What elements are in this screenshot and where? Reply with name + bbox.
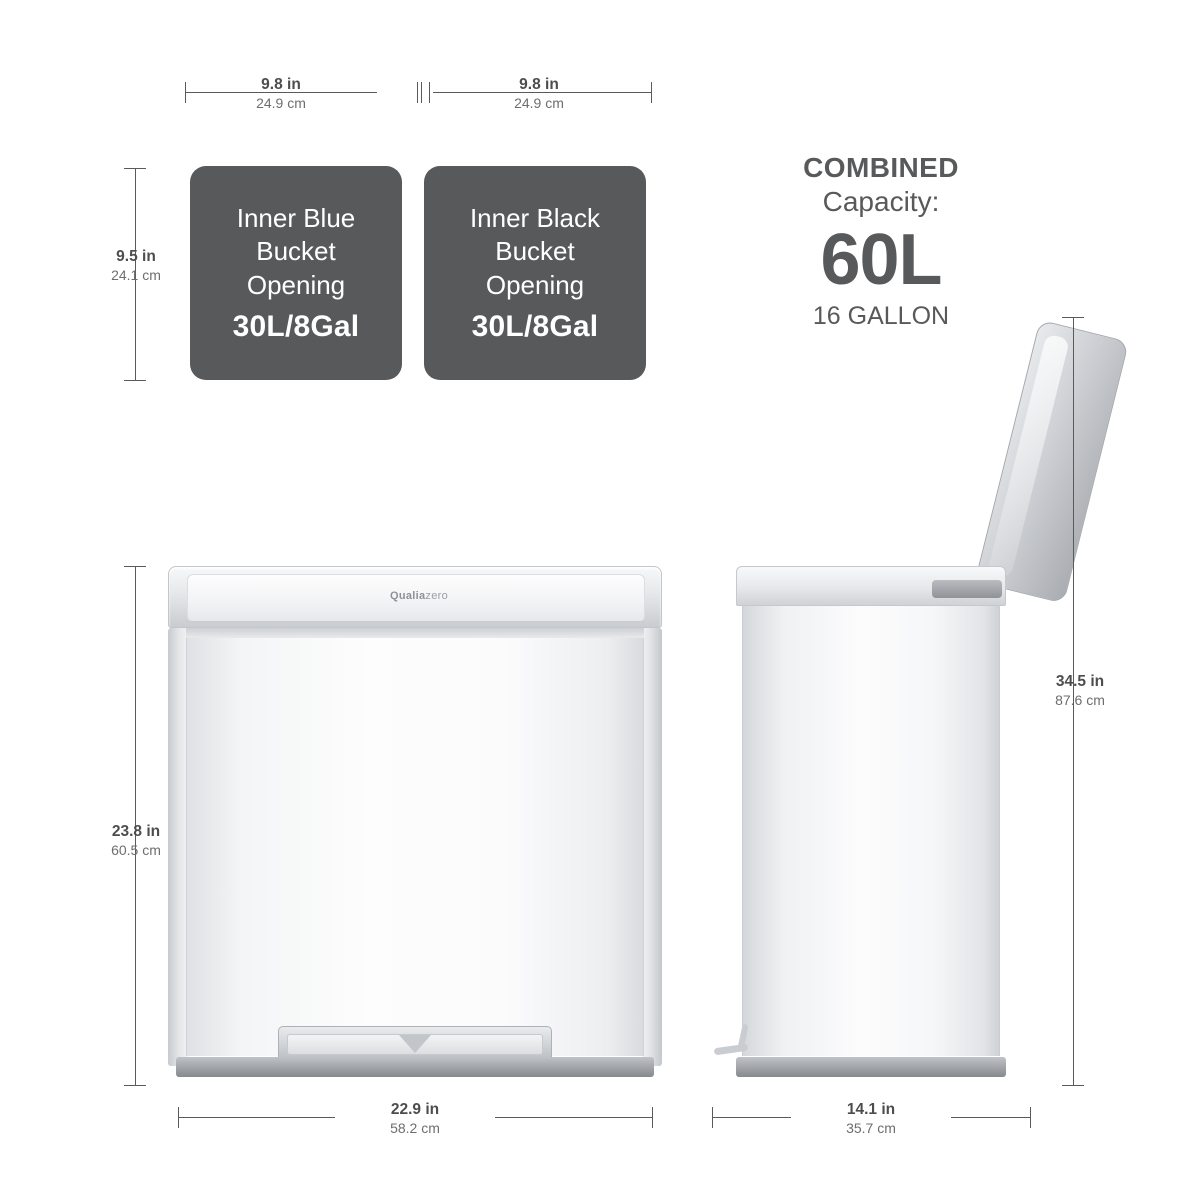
opening-height-label: 9.5 in 24.1 cm xyxy=(111,248,161,283)
opening-height-tick-top xyxy=(124,168,146,169)
combined-value: 60L xyxy=(820,220,942,300)
card-1-title-line3: Opening xyxy=(485,269,585,300)
front-height-label: 23.8 in 60.5 cm xyxy=(111,823,161,858)
front-width-tick-right xyxy=(652,1107,653,1128)
front-foot-pedal-notch xyxy=(399,1035,431,1053)
side-body-panel xyxy=(742,606,1000,1056)
side-width-label: 14.1 in 35.7 cm xyxy=(791,1101,951,1137)
card-1-value: 30L/8Gal xyxy=(471,309,599,343)
side-base xyxy=(736,1057,1006,1077)
side-height-label: 34.5 in 87.6 cm xyxy=(1055,673,1105,708)
top-center-tick-a xyxy=(421,82,422,103)
combined-capacity-block xyxy=(716,152,1046,331)
inner-blue-bucket-card xyxy=(190,166,402,380)
trash-can-front-view xyxy=(168,566,662,1086)
top-left-width-tick-end xyxy=(417,82,418,103)
side-foot-pedal xyxy=(714,1024,762,1058)
front-body-top-shadow xyxy=(186,628,644,638)
top-left-width-tick-start xyxy=(185,82,186,103)
lid-hinge xyxy=(932,580,1002,598)
combined-subheading: Capacity: xyxy=(822,186,940,217)
brand-logo xyxy=(374,590,464,602)
front-height-tick-bottom xyxy=(124,1085,146,1086)
front-width-label: 22.9 in 58.2 cm xyxy=(335,1101,495,1137)
front-right-edge xyxy=(642,628,662,1066)
card-1-title-line2: Bucket xyxy=(495,236,575,267)
brand-name: Qualia xyxy=(389,590,426,602)
side-pedal-plate xyxy=(714,1044,749,1056)
front-body-panel xyxy=(186,628,644,1056)
front-width-tick-left xyxy=(178,1107,179,1128)
brand-suffix: zero xyxy=(425,590,449,602)
top-right-width-tick-end xyxy=(651,82,652,103)
combined-gallons: 16 GALLON xyxy=(812,302,950,330)
trash-can-side-view xyxy=(736,566,1006,1086)
side-width-tick-right xyxy=(1030,1107,1031,1128)
opening-height-tick-bottom xyxy=(124,380,146,381)
inner-black-bucket-card xyxy=(424,166,646,380)
card-0-value: 30L/8Gal xyxy=(232,309,360,343)
front-base xyxy=(176,1057,654,1077)
card-1-title-line1: Inner Black xyxy=(469,203,601,234)
top-center-tick-b xyxy=(429,82,430,103)
card-0-title-line3: Opening xyxy=(246,269,346,300)
card-0-title-line2: Bucket xyxy=(256,236,336,267)
top-left-width-label: 9.8 in 24.9 cm xyxy=(256,76,306,111)
card-0-title-line1: Inner Blue xyxy=(236,203,356,234)
side-height-tick-top xyxy=(1062,317,1084,318)
front-lid-seam xyxy=(186,621,644,622)
open-lid xyxy=(975,320,1130,604)
top-right-width-label: 9.8 in 24.9 cm xyxy=(514,76,564,111)
combined-heading: COMBINED xyxy=(803,152,959,183)
front-height-tick-top xyxy=(124,566,146,567)
side-width-tick-left xyxy=(712,1107,713,1128)
side-height-tick-bottom xyxy=(1062,1085,1084,1086)
